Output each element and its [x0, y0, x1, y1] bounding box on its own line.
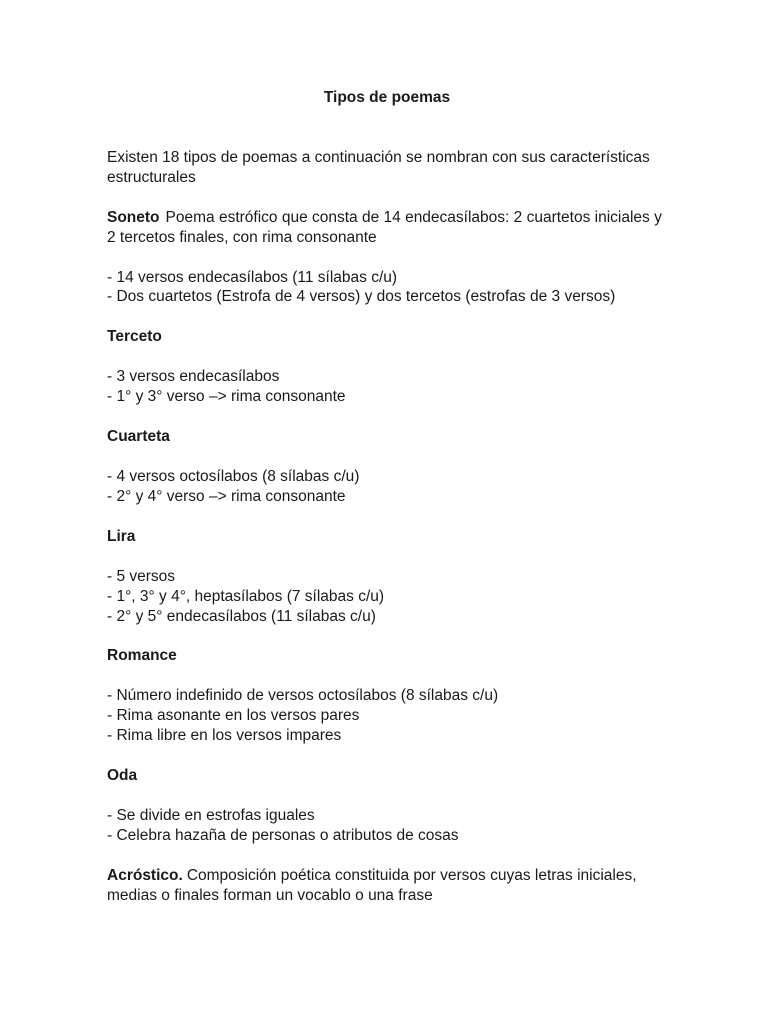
bullet-line: - Rima asonante en los versos pares — [107, 707, 360, 725]
bullet-line: - Número indefinido de versos octosílabos (8 sílabas c/u) — [107, 687, 499, 705]
intro-text: Existen 18 tipos de poemas a continuación se nombran con sus características estructurales — [107, 148, 650, 186]
section-heading-text: Romance — [107, 647, 177, 665]
section-oda-bullets — [107, 806, 667, 846]
section-cuarteta-heading — [107, 427, 667, 447]
section-oda-heading — [107, 766, 667, 786]
section-lira-bullets — [107, 567, 667, 627]
bullet-line: - 2° y 4° verso –> rima consonante — [107, 487, 346, 505]
section-acrostico-heading: Acróstico. — [107, 866, 183, 884]
section-soneto-heading: Soneto — [107, 208, 160, 226]
section-soneto-bullets — [107, 268, 667, 308]
section-heading-text: Terceto — [107, 328, 162, 346]
bullet-line: - 1°, 3° y 4°, heptasílabos (7 sílabas c/u) — [107, 587, 385, 605]
bullet-line: - 3 versos endecasílabos — [107, 368, 280, 386]
bullet-line: - 4 versos octosílabos (8 sílabas c/u) — [107, 467, 360, 485]
bullet-line: - 14 versos endecasílabos (11 sílabas c/u) — [107, 268, 398, 286]
section-soneto-description: Poema estrófico que consta de 14 endecasílabos: 2 cuartetos iniciales y 2 tercetos finales, con rima consonante — [107, 208, 662, 246]
bullet-line: - 1° y 3° verso –> rima consonante — [107, 388, 346, 406]
bullet-line: - 5 versos — [107, 567, 176, 585]
bullet-line: - Rima libre en los versos impares — [107, 727, 342, 745]
section-terceto-bullets — [107, 367, 667, 407]
intro-paragraph — [107, 148, 667, 188]
document-title: Tipos de poemas — [323, 89, 451, 106]
bullet-line: - Dos cuartetos (Estrofa de 4 versos) y dos tercetos (estrofas de 3 versos) — [107, 288, 616, 306]
section-lira-heading — [107, 527, 667, 547]
document-content — [107, 88, 667, 926]
section-romance-heading — [107, 646, 667, 666]
section-romance-bullets — [107, 686, 667, 746]
bullet-line: - Celebra hazaña de personas o atributos de cosas — [107, 826, 459, 844]
section-heading-text: Cuarteta — [107, 428, 170, 446]
section-acrostico-lead — [107, 866, 667, 906]
section-terceto-heading — [107, 327, 667, 347]
bullet-line: - Se divide en estrofas iguales — [107, 806, 315, 824]
section-heading-text: Lira — [107, 527, 136, 545]
section-acrostico-description: Composición poética constituida por versos cuyas letras iniciales, medias o finales forman un vocablo o una frase — [107, 866, 637, 904]
section-heading-text: Oda — [107, 767, 138, 785]
bullet-line: - 2° y 5° endecasílabos (11 sílabas c/u) — [107, 607, 376, 625]
section-soneto-lead — [107, 208, 667, 248]
section-cuarteta-bullets — [107, 467, 667, 507]
